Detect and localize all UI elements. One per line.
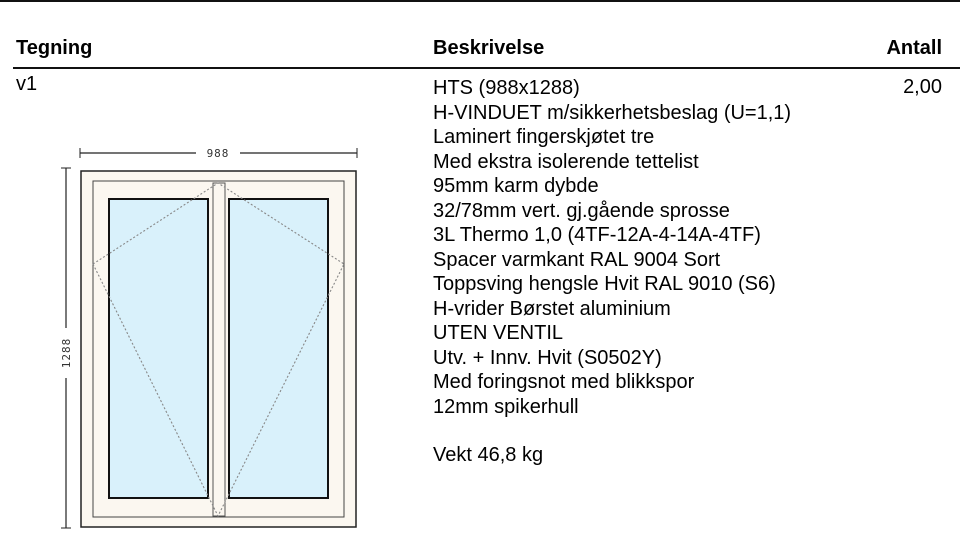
description-line: H-VINDUET m/sikkerhetsbeslag (U=1,1): [433, 101, 792, 124]
description-line: 95mm karm dybde: [433, 175, 599, 197]
window-drawing: [50, 138, 360, 533]
description-line: UTEN VENTIL: [433, 322, 564, 344]
description-line: Utv. + Innv. Hvit (S0502Y): [433, 346, 662, 369]
description-line: HTS (988x1288): [433, 77, 580, 99]
center-mullion: [213, 183, 225, 516]
description-line: 3L Thermo 1,0 (4TF-12A-4-14A-4TF): [433, 224, 761, 246]
height-dimension: [60, 168, 73, 528]
quantity-value: 2,00: [903, 76, 942, 98]
description-list: [433, 76, 791, 419]
column-header-drawing: Tegning: [16, 37, 93, 59]
description-line: Toppsving hengsle Hvit RAL 9010 (S6): [433, 273, 776, 295]
description-line: 12mm spikerhull: [433, 395, 579, 418]
description-line: Laminert fingerskjøtet tre: [433, 126, 655, 148]
description-line: Med foringsnot med blikkspor: [433, 371, 695, 393]
description-line: Med ekstra isolerende tettelist: [433, 150, 699, 173]
weight-text: Vekt 46,8 kg: [433, 444, 544, 466]
top-rule: [0, 0, 960, 2]
width-dimension-label: 988: [206, 147, 230, 160]
column-header-description: Beskrivelse: [433, 37, 545, 59]
height-dimension-label: 1288: [60, 337, 73, 369]
header-rule: [13, 67, 960, 69]
position-number: v1: [16, 73, 38, 95]
description-line: 32/78mm vert. gj.gående sprosse: [433, 199, 730, 222]
column-header-quantity: Antall: [886, 37, 942, 59]
description-line: H-vrider Børstet aluminium: [433, 297, 671, 320]
description-line: Spacer varmkant RAL 9004 Sort: [433, 248, 721, 271]
width-dimension: [80, 147, 357, 160]
